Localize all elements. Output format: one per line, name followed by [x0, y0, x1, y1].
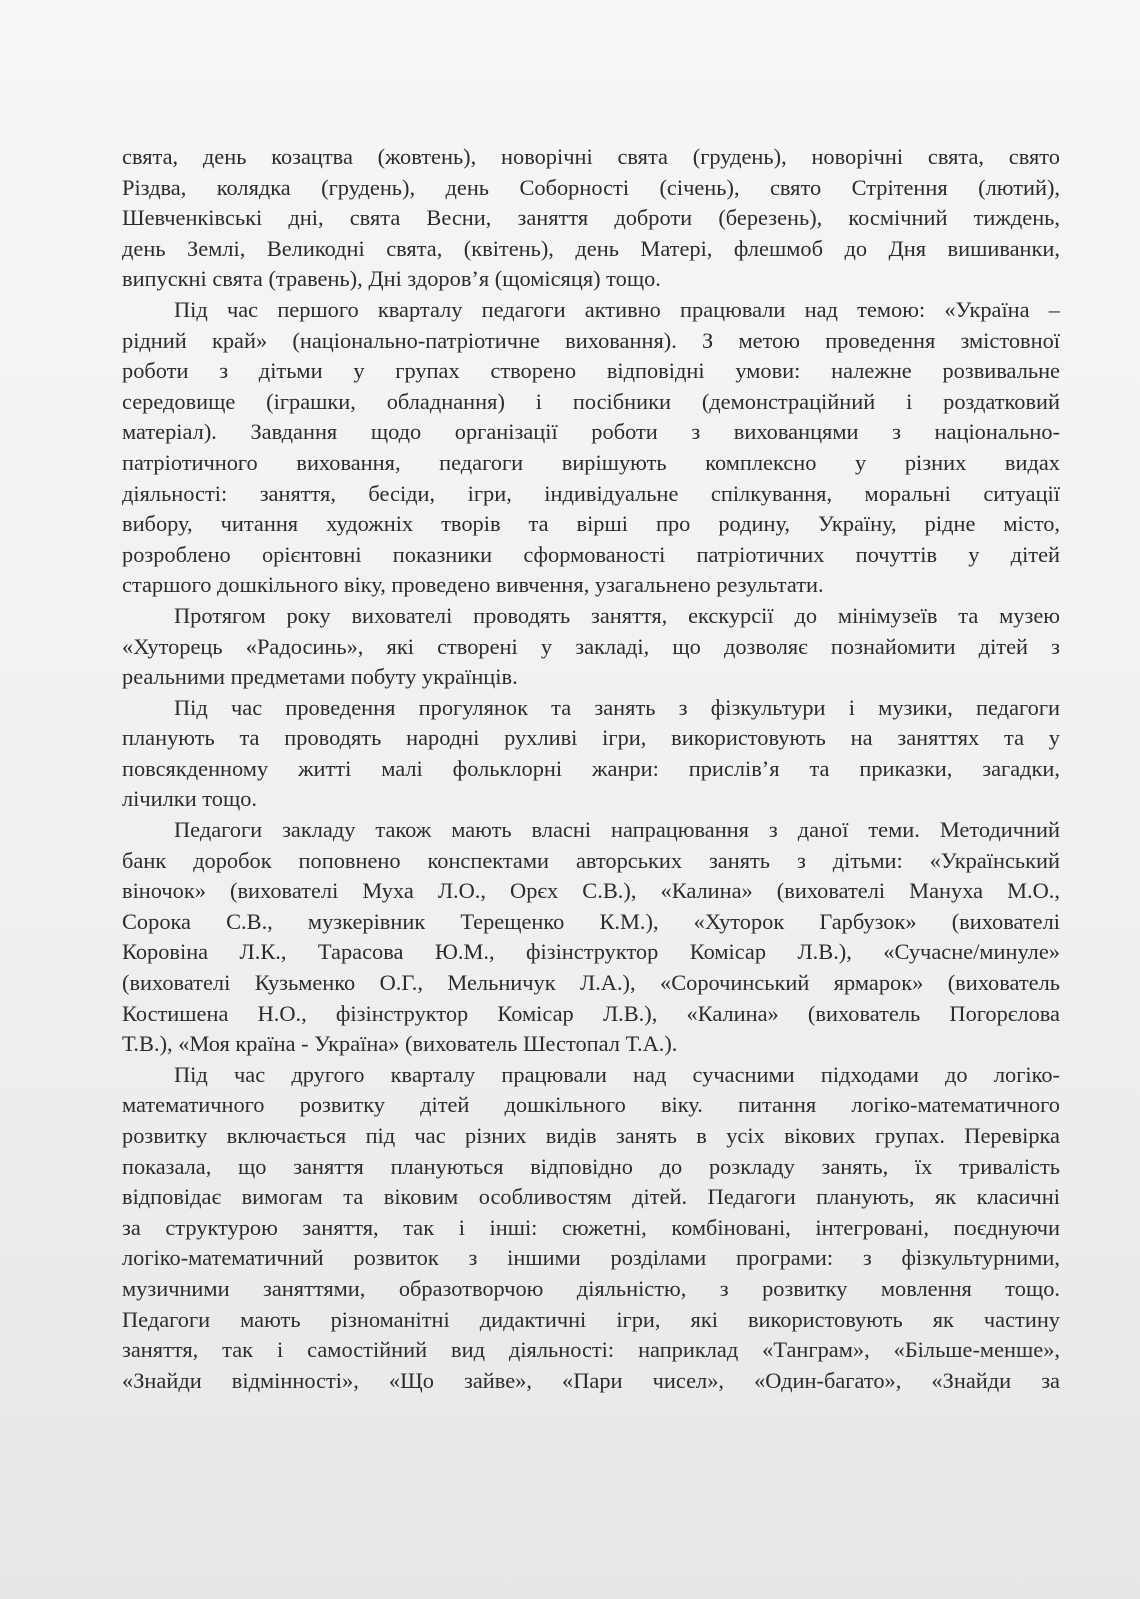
- text-line: віночок» (вихователі Муха Л.О., Орєх С.В.), «Калина» (вихователі Мануха М.О.,: [122, 878, 1060, 904]
- text-line: рідний край» (національно-патріотичне виховання). З метою проведення змістовної: [122, 327, 1060, 353]
- text-line: «Хуторець «Радосинь», які створені у закладі, що дозволяє познайомити дітей з: [122, 633, 1060, 659]
- text-line: заняття, так і самостійний вид діяльності: наприклад «Танграм», «Більше-менше»,: [122, 1337, 1060, 1363]
- text-line: середовище (іграшки, обладнання) і посібники (демонстраційний і роздатковий: [122, 388, 1060, 414]
- text-line: Костишена Н.О., фізінструктор Комісар Л.В.), «Калина» (вихователь Погорєлова: [122, 1000, 1060, 1026]
- text-line: математичного розвитку дітей дошкільного віку. питання логіко-математичного: [122, 1092, 1060, 1118]
- text-line: банк доробок поповнено конспектами авторських занять з дітьми: «Український: [122, 847, 1060, 873]
- text-line: матеріал). Завдання щодо організації роботи з вихованцями з національно-: [122, 419, 1060, 445]
- text-line: випускні свята (травень), Дні здоров’я (щомісяця) тощо.: [122, 266, 661, 292]
- text-line: розвитку включається під час різних видів занять в усіх вікових групах. Перевірка: [122, 1123, 1060, 1148]
- text-line: повсякденному житті малі фольклорні жанри: прислів’я та приказки, загадки,: [122, 755, 1060, 781]
- text-line: музичними заняттями, образотворчою діяльністю, з розвитку мовлення тощо.: [122, 1275, 1060, 1301]
- text-line: Коровіна Л.К., Тарасова Ю.М., фізінструктор Комісар Л.В.), «Сучасне/минуле»: [122, 939, 1060, 965]
- text-line: логіко-математичний розвиток з іншими розділами програми: з фізкультурними,: [122, 1245, 1060, 1271]
- text-line: патріотичного виховання, педагоги вирішують комплексно у різних видах: [122, 449, 1060, 475]
- text-line: Під час першого кварталу педагоги активно працювали над темою: «Україна –: [174, 296, 1060, 322]
- text-line: Під час другого кварталу працювали над сучасними підходами до логіко-: [174, 1061, 1060, 1087]
- text-line: Шевченківські дні, свята Весни, заняття доброти (березень), космічний тиждень,: [122, 205, 1060, 231]
- text-line: показала, що заняття плануються відповідно до розкладу занять, їх тривалість: [122, 1153, 1060, 1179]
- text-line: вибору, читання художніх творів та вірші про родину, Україну, рідне місто,: [122, 511, 1060, 537]
- text-line: лічилки тощо.: [122, 786, 257, 812]
- text-line: Під час проведення прогулянок та занять з фізкультури і музики, педагоги: [174, 694, 1060, 720]
- document-body-text: [122, 142, 1060, 1396]
- text-line: Різдва, колядка (грудень), день Соборності (січень), свято Стрітення (лютий),: [122, 174, 1060, 200]
- text-line: свята, день козацтва (жовтень), новорічні свята (грудень), новорічні свята, свято: [122, 144, 1060, 169]
- text-line: Сорока С.В., музкерівник Терещенко К.М.), «Хуторок Гарбузок» (вихователі: [122, 908, 1060, 934]
- text-line: за структурою заняття, так і інші: сюжетні, комбіновані, інтегровані, поєднуючи: [122, 1214, 1060, 1240]
- text-line: Педагоги закладу також мають власні напрацювання з даної теми. Методичний: [174, 817, 1060, 843]
- text-line: (вихователі Кузьменко О.Г., Мельничук Л.А.), «Сорочинський ярмарок» (вихователь: [122, 970, 1060, 996]
- text-line: день Землі, Великодні свята, (квітень), день Матері, флешмоб до Дня вишиванки,: [122, 235, 1060, 261]
- text-line: відповідає вимогам та віковим особливостям дітей. Педагоги планують, як класичні: [122, 1184, 1060, 1210]
- text-line: роботи з дітьми у групах створено відповідні умови: належне розвивальне: [122, 358, 1060, 384]
- text-line: Педагоги мають різноманітні дидактичні ігри, які використовують як частину: [122, 1306, 1060, 1332]
- text-line: «Знайди відмінності», «Що зайве», «Пари чисел», «Один-багато», «Знайди за: [122, 1367, 1060, 1393]
- text-line: діяльності: заняття, бесіди, ігри, індивідуальне спілкування, моральні ситуації: [122, 480, 1060, 506]
- text-line: Протягом року вихователі проводять заняття, екскурсії до мінімузеїв та музею: [174, 602, 1060, 628]
- text-line: Т.В.), «Моя країна - Україна» (вихователь Шестопал Т.А.).: [122, 1031, 678, 1057]
- text-line: старшого дошкільного віку, проведено вивчення, узагальнено результати.: [122, 572, 824, 598]
- text-line: реальними предметами побуту українців.: [122, 664, 518, 690]
- text-line: планують та проводять народні рухливі ігри, використовують на заняттях та у: [122, 725, 1060, 751]
- text-line: розроблено орієнтовні показники сформованості патріотичних почуттів у дітей: [122, 541, 1060, 567]
